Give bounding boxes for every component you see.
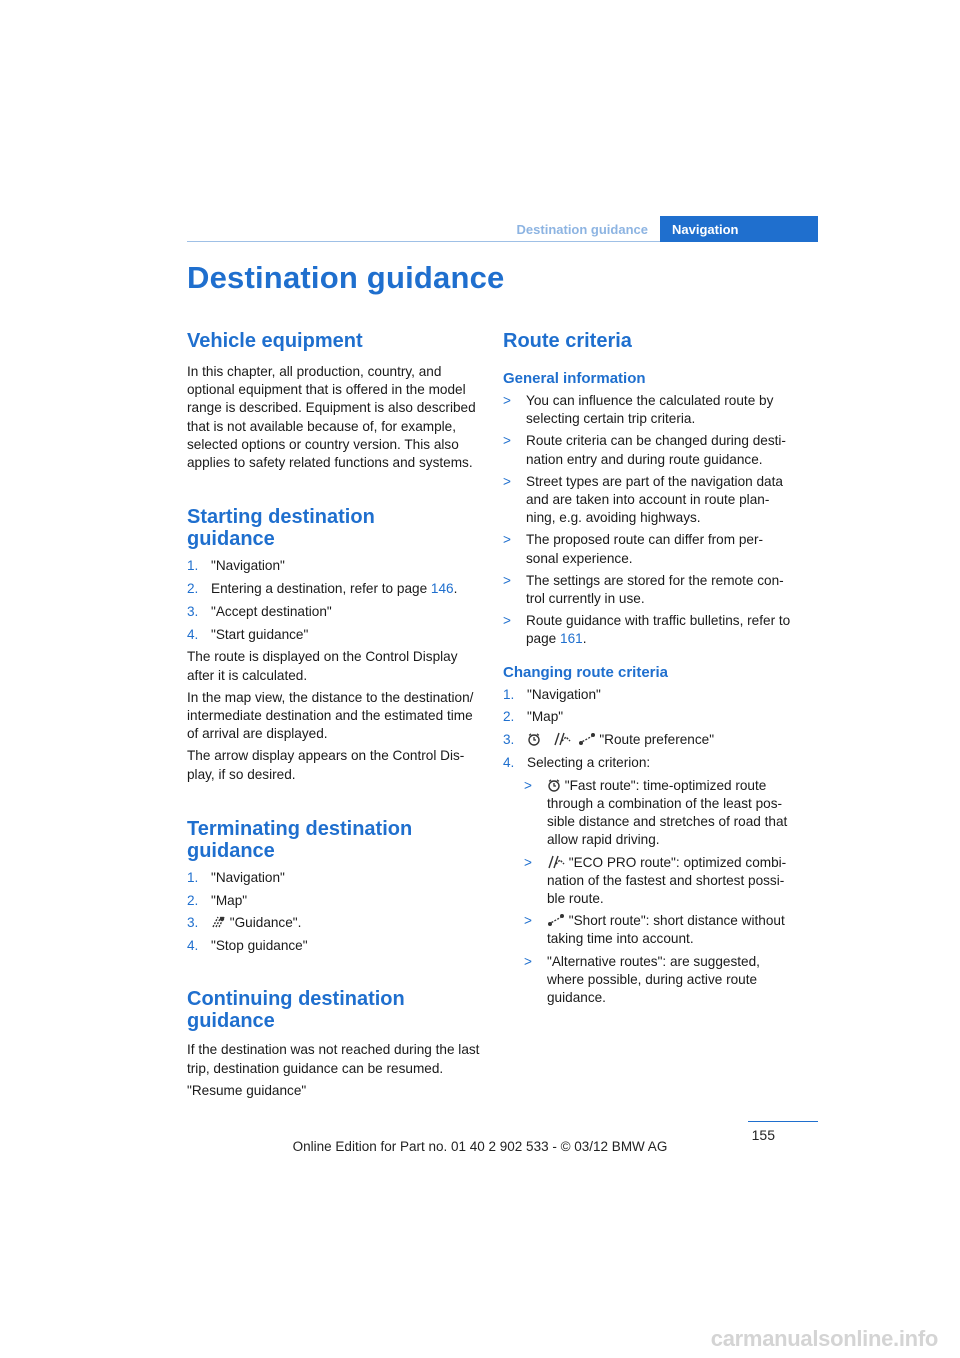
list-item	[524, 912, 798, 948]
step-number: 2.	[187, 892, 199, 908]
clock-icon	[547, 778, 561, 792]
list-item-text: The proposed route can differ from per- sonal experience.	[526, 532, 764, 566]
step-number: 2.	[187, 581, 199, 597]
header-section-title: Destination guidance	[516, 222, 648, 237]
paragraph: In the map view, the distance to the destination/ intermediate destination and the estimated time of arrival are displayed.	[187, 689, 474, 742]
bullet-mark: >	[503, 473, 511, 489]
bullet-mark: >	[503, 433, 511, 449]
step-item	[187, 557, 482, 575]
page-link-146[interactable]: 146	[430, 581, 454, 597]
step-number: 3.	[187, 603, 199, 619]
page-link-161[interactable]: 161	[560, 631, 583, 647]
bullet-mark: >	[503, 572, 511, 588]
list-item	[503, 612, 798, 648]
bullet-mark: >	[524, 913, 532, 929]
step-number: 4.	[503, 755, 515, 771]
step-number: 4.	[187, 938, 199, 954]
step-text: "Map"	[211, 892, 248, 908]
vehicle-equipment-text: In this chapter, all production, country, and optional equipment that is offered in the model range is described. Equipment is also described that is not available because of, for example, selected options or country version. This also applies to safety related functions and systems.	[187, 364, 476, 471]
bullet-mark: >	[503, 613, 511, 629]
general-bullets	[503, 392, 798, 649]
heading-continuing-guidance	[187, 988, 482, 1032]
eco-route-icon	[553, 732, 571, 746]
bullet-mark: >	[524, 777, 532, 793]
terminating-steps	[187, 869, 482, 956]
heading-route-criteria: Route criteria	[503, 330, 632, 352]
step-text: "Map"	[527, 709, 564, 725]
page-number-rule	[748, 1121, 818, 1122]
step-item	[187, 914, 482, 932]
bullet-mark: >	[503, 532, 511, 548]
page-title: Destination guidance	[187, 260, 505, 295]
step-text: "Navigation"	[527, 686, 601, 702]
step-item	[187, 626, 482, 644]
clock-icon	[527, 732, 541, 746]
changing-steps	[503, 686, 798, 773]
list-item	[503, 432, 798, 468]
guidance-icon	[211, 915, 226, 929]
eco-route-icon	[547, 855, 565, 869]
heading-line: guidance	[187, 1010, 275, 1033]
list-item-text: "Short route": short distance without taking time into account.	[547, 913, 785, 947]
heading-line: guidance	[187, 839, 275, 862]
list-item-text: You can influence the calculated route by selecting certain trip criteria.	[526, 393, 774, 427]
criteria-sub-bullets	[524, 777, 798, 1007]
step-item	[503, 731, 798, 749]
bullet-mark: >	[524, 854, 532, 870]
step-item	[187, 580, 482, 598]
paragraph: "Resume guidance"	[187, 1082, 307, 1098]
paragraph: If the destination was not reached during the last trip, destination guidance can be resumed.	[187, 1042, 480, 1076]
step-number: 3.	[503, 732, 515, 748]
starting-steps	[187, 557, 482, 644]
step-number: 1.	[187, 558, 199, 574]
list-item	[503, 572, 798, 608]
footer-edition: Online Edition for Part no. 01 40 2 902 533 - © 03/12 BMW AG	[292, 1139, 668, 1154]
list-item-text: "Alternative routes": are suggested, where possible, during active route guidance.	[547, 953, 760, 1006]
heading-changing-route-criteria: Changing route criteria	[503, 663, 669, 681]
list-item	[524, 953, 798, 1008]
list-item-text: Street types are part of the navigation data and are taken into account in route plan- ning, e.g. avoiding highways.	[526, 473, 783, 526]
right-column	[503, 330, 798, 1011]
heading-line: Starting destination	[187, 506, 375, 529]
step-item	[503, 686, 798, 704]
step-number: 2.	[503, 709, 515, 725]
step-item	[187, 603, 482, 621]
page-number: 155	[751, 1127, 775, 1143]
list-item-text: Route guidance with traffic bulletins, refer to page	[526, 613, 791, 647]
list-item	[524, 777, 798, 850]
heading-line: Continuing destination	[187, 988, 405, 1011]
short-route-icon	[578, 732, 596, 746]
bullet-mark: >	[503, 393, 511, 408]
bullet-mark: >	[524, 953, 532, 969]
heading-line: guidance	[187, 528, 275, 551]
list-item	[503, 531, 798, 567]
heading-starting-guidance	[187, 506, 482, 550]
left-column	[187, 330, 482, 1100]
list-item-text: "Fast route": time-optimized route through a combination of the least pos- sible distance and stretches of road that allow rapid driving.	[547, 777, 788, 848]
step-text: "Guidance".	[226, 915, 302, 931]
step-text: "Navigation"	[211, 869, 285, 885]
step-text: "Route preference"	[599, 732, 715, 748]
watermark: carmanualsonline.info	[710, 1326, 938, 1351]
heading-vehicle-equipment: Vehicle equipment	[187, 330, 363, 352]
paragraph: The route is displayed on the Control Display after it is calculated.	[187, 649, 458, 683]
step-item	[187, 869, 482, 887]
step-number: 3.	[187, 915, 199, 931]
list-item-text: Route criteria can be changed during desti- nation entry and during route guidance.	[526, 433, 786, 467]
step-number: 4.	[187, 626, 199, 642]
step-number: 1.	[187, 869, 199, 885]
step-number: 1.	[503, 686, 515, 702]
step-item	[187, 937, 482, 955]
header-chapter-tab: Navigation	[660, 216, 818, 242]
step-text: "Navigation"	[211, 558, 285, 574]
heading-terminating-guidance	[187, 818, 482, 862]
step-item	[187, 892, 482, 910]
list-item-text: The settings are stored for the remote con- trol currently in use.	[526, 572, 784, 607]
step-text: "Start guidance"	[211, 626, 309, 642]
paragraph: The arrow display appears on the Control Dis- play, if so desired.	[187, 748, 465, 782]
list-item-text-end: .	[582, 631, 587, 647]
list-item	[524, 854, 798, 909]
list-item-text: "ECO PRO route": optimized combi- nation of the fastest and shortest possi- ble route.	[547, 854, 787, 907]
step-text: Selecting a criterion:	[527, 755, 651, 771]
heading-general-information: General information	[503, 370, 646, 387]
step-text: "Stop guidance"	[211, 938, 308, 954]
short-route-icon	[547, 913, 565, 927]
list-item	[503, 392, 798, 428]
step-text-end: .	[453, 581, 458, 597]
heading-line: Terminating destination	[187, 817, 413, 840]
step-text: Entering a destination, refer to page	[211, 581, 431, 597]
step-text: "Accept destination"	[211, 603, 332, 619]
step-item	[503, 754, 798, 772]
step-item	[503, 708, 798, 726]
list-item	[503, 473, 798, 528]
